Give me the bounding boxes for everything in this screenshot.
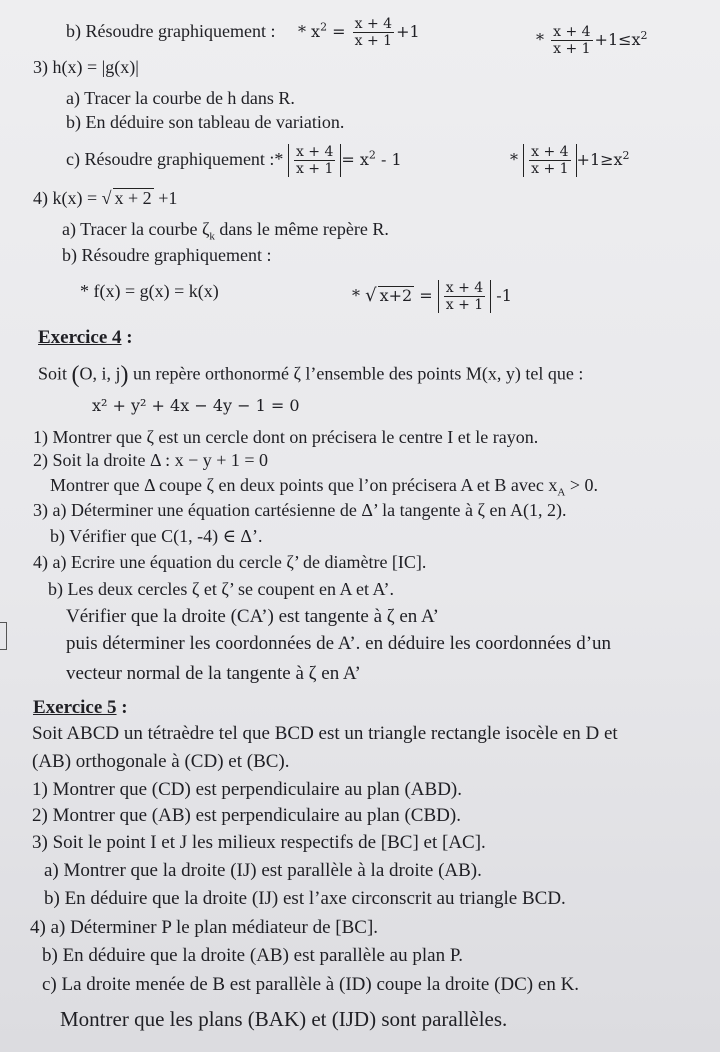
ex5-line1: Soit ABCD un tétraèdre tel que BCD est un triangle rectangle isocèle en D et — [32, 723, 618, 744]
ex5-q3a: a) Montrer que la droite (IJ) est parallèle à la droite (AB). — [44, 860, 482, 881]
ex5-q4b: b) En déduire que la droite (AB) est parallèle au plan P. — [42, 945, 464, 966]
ex5-q4c-line2: Montrer que les plans (BAK) et (IJD) sont parallèles. — [60, 1007, 508, 1031]
exercise5-title: Exercice 5 : — [33, 697, 128, 718]
ex5-line2: (AB) orthogonale à (CD) et (BC). — [32, 751, 290, 772]
exercise4-intro: Soit (O, i, j) un repère orthonormé ζ l’ensemble des points M(x, y) tel que : — [38, 362, 584, 388]
q4b-equation-1: * f(x) = g(x) = k(x) — [80, 281, 219, 301]
ex4-q4b-line4: vecteur normal de la tangente à ζ en A’ — [66, 663, 361, 684]
q2b-line — [66, 16, 420, 49]
ex4-q4b-line2: Vérifier que la droite (CA’) est tangente à ζ en A’ — [66, 606, 439, 627]
ex4-q4b: b) Les deux cercles ζ et ζ’ se coupent en A et A’. — [48, 579, 394, 599]
ex5-q4c: c) La droite menée de B est parallèle à (ID) coupe la droite (DC) en K. — [42, 974, 580, 995]
absolute-value: $\frac{x + 4}{x + 1}$ — [523, 144, 576, 177]
square-root: x+2 — [379, 286, 413, 306]
page-edge-mark — [0, 622, 7, 650]
q2b-equation-2: * $\frac{x + 4}{x + 1}$ $+1\le x^2$ — [536, 24, 648, 58]
ex4-q2b: Montrer que Δ coupe ζ en deux points que l’on précisera A et B avec $x_A > 0$. — [50, 475, 598, 499]
q4b-line: b) Résoudre graphiquement : — [62, 245, 272, 265]
ex4-q4a: 4) a) Ecrire une équation du cercle ζ’ de diamètre [IC]. — [33, 552, 427, 572]
ex5-q4a: 4) a) Déterminer P le plan médiateur de [BC]. — [30, 917, 379, 938]
q3b-line: b) En déduire son tableau de variation. — [66, 112, 345, 132]
q3c-equation-2: * $\frac{x + 4}{x + 1}$ $+1\ge x^2$ — [510, 144, 630, 178]
q4a-line: a) Tracer la courbe $\zeta_k$ dans le même repère R. — [62, 219, 389, 243]
q4-line: 4) k(x) = √ x + 2 +1 — [33, 188, 178, 208]
ex4-q4b-line3: puis déterminer les coordonnées de A’. en déduire les coordonnées d’un — [66, 633, 612, 654]
fraction: $\frac{x + 4}{x + 1}$ — [354, 16, 393, 50]
q3a-line: a) Tracer la courbe de h dans R. — [66, 88, 295, 108]
ex4-q2: 2) Soit la droite Δ : x − y + 1 = 0 — [33, 450, 269, 470]
q4b-equation-2: * √ x+2 = $\frac{x + 4}{x + 1}$ -1 — [352, 280, 512, 314]
ex5-q2: 2) Montrer que (AB) est perpendiculaire au plan (CBD). — [32, 805, 461, 826]
ex4-q3a: 3) a) Déterminer une équation cartésienne de Δ’ la tangente à ζ en A(1, 2). — [33, 500, 567, 520]
q2b-label: b) Résoudre graphiquement : — [66, 21, 276, 42]
ex5-q1: 1) Montrer que (CD) est perpendiculaire au plan (ABD). — [32, 779, 462, 800]
absolute-value: $\frac{x + 4}{x + 1}$ — [288, 144, 341, 177]
ex5-q3b: b) En déduire que la droite (IJ) est l’axe circonscrit au triangle BCD. — [44, 888, 566, 909]
ex5-q3: 3) Soit le point I et J les milieux respectifs de [BC] et [AC]. — [32, 832, 486, 853]
absolute-value: $\frac{x + 4}{x + 1}$ — [438, 280, 491, 313]
square-root: x + 2 — [114, 188, 152, 208]
fraction: $\frac{x + 4}{x + 1}$ — [553, 24, 591, 58]
ex4-q1: 1) Montrer que ζ est un cercle dont on précisera le centre I et le rayon. — [33, 427, 539, 447]
frame-symbol: O, i, j — [79, 363, 121, 384]
q2b-equation-1: * $x^2$ = $\frac{x + 4}{x + 1}$ +1 — [297, 16, 420, 50]
q3-line: 3) h(x) = |g(x)| — [33, 57, 139, 77]
q3c-line: c) Résoudre graphiquement :* $\frac{x + 4}{x + 1}$ = $x^2 - 1$ — [66, 144, 402, 178]
circle-equation: x² + y² + 4x − 4y − 1 = 0 — [92, 396, 300, 415]
ex4-q3b: b) Vérifier que C(1, -4) ∈ Δ’. — [50, 526, 263, 546]
exercise4-title: Exercice 4 : — [38, 327, 133, 348]
